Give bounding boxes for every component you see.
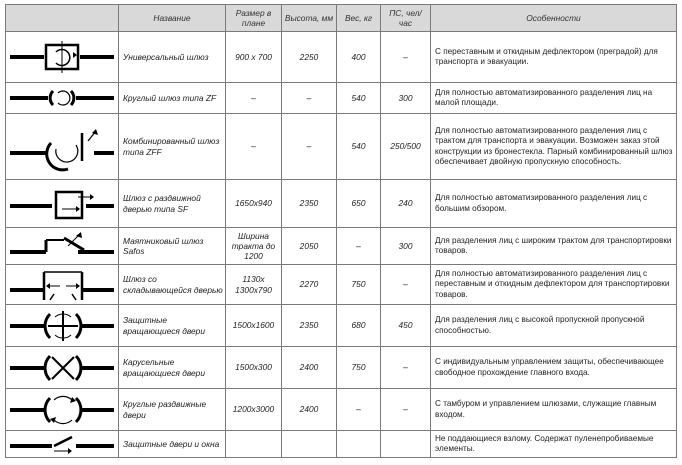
row-weight [337,431,381,458]
row-throughput: – [381,347,431,389]
row-size: 900 х 700 [226,32,282,83]
combined-lock-icon [6,115,119,179]
round-sliding-door-icon [6,390,119,430]
protective-door-window-icon [6,431,119,457]
row-name: Круглый шлюз типа ZF [119,83,226,114]
symbol-cell [6,228,119,265]
universal-lock-icon [6,32,119,82]
pendulum-lock-icon [6,228,119,264]
header-symbol [6,5,119,32]
symbol-cell [6,265,119,305]
row-height [282,431,337,458]
table-row [6,347,677,389]
row-throughput: – [381,389,431,431]
row-name: Шлюз с раздвижной дверью типа SF [119,180,226,228]
symbol-cell [6,347,119,389]
row-weight: 750 [337,265,381,305]
row-features: Для полностью автоматизированного разделения лиц с переставным и откидным дефлектором для транспортировки товаров. [431,265,677,305]
symbol-cell [6,114,119,180]
row-throughput: 300 [381,83,431,114]
row-features: Для разделения лиц с высокой пропускной пропускной способностью. [431,305,677,347]
row-throughput: – [381,265,431,305]
row-features: С тамбуром и управлением шлюзами, служащие главным входом. [431,389,677,431]
symbol-cell [6,389,119,431]
row-size: – [226,114,282,180]
row-size: 1500х1600 [226,305,282,347]
product-table-wrapper [5,4,677,458]
folding-door-lock-icon [6,266,119,304]
row-name: Защитные вращающиеся двери [119,305,226,347]
row-size: 1200х3000 [226,389,282,431]
row-height: 2350 [282,180,337,228]
row-features: Для полностью автоматизированного разделения лиц с большим обзором. [431,180,677,228]
row-height: 2400 [282,389,337,431]
row-size [226,431,282,458]
row-weight: 680 [337,305,381,347]
row-name: Комбинированный шлюз типа ZFF [119,114,226,180]
symbol-cell [6,83,119,114]
header-throughput: ПС, чел/час [381,5,431,32]
row-size: 1130х 1300х790 [226,265,282,305]
header-features: Особенности [431,5,677,32]
row-features: С индивидуальным управлением защиты, обеспечивающее свободное прохождение главного входа. [431,347,677,389]
row-height: 2250 [282,32,337,83]
row-height: 2270 [282,265,337,305]
row-weight: 650 [337,180,381,228]
table-row [6,305,677,347]
header-row [6,5,677,32]
row-name: Карусельные вращающиеся двери [119,347,226,389]
row-weight: – [337,228,381,265]
row-height: 2350 [282,305,337,347]
row-throughput: 240 [381,180,431,228]
row-size: 1650х940 [226,180,282,228]
row-name: Шлюз со складывающейся дверью [119,265,226,305]
sliding-door-lock-icon [6,181,119,227]
row-name: Маятниковый шлюз Safos [119,228,226,265]
symbol-cell [6,180,119,228]
row-name: Универсальный шлюз [119,32,226,83]
table-row [6,32,677,83]
row-features: Для полностью автоматизированного разделения лиц на малой площади. [431,83,677,114]
header-weight: Вес, кг [337,5,381,32]
table-row [6,228,677,265]
row-weight: 400 [337,32,381,83]
row-height: 2050 [282,228,337,265]
row-name: Круглые раздвижные двери [119,389,226,431]
symbol-cell [6,32,119,83]
row-weight: 540 [337,83,381,114]
table-row [6,180,677,228]
round-lock-icon [6,83,119,113]
carousel-door-icon [6,348,119,388]
row-weight: 750 [337,347,381,389]
row-size: 1500х300 [226,347,282,389]
revolving-door-icon [6,306,119,346]
row-name: Защитные двери и окна [119,431,226,458]
symbol-cell [6,305,119,347]
table-row [6,431,677,458]
row-throughput: – [381,32,431,83]
row-weight: 540 [337,114,381,180]
table-row [6,265,677,305]
row-height: 2400 [282,347,337,389]
header-size: Размер в плане [226,5,282,32]
header-name: Название [119,5,226,32]
row-size: Ширина тракта до 1200 [226,228,282,265]
row-size: – [226,83,282,114]
symbol-cell [6,431,119,458]
row-height: – [282,114,337,180]
table-row [6,114,677,180]
header-height: Высота, мм [282,5,337,32]
table-row [6,389,677,431]
row-weight: – [337,389,381,431]
row-features: Для разделения лиц с широким трактом для транспортировки товаров. [431,228,677,265]
row-throughput: 450 [381,305,431,347]
row-throughput [381,431,431,458]
row-features: С переставным и откидным дефлектором (преградой) для транспорта и эвакуации. [431,32,677,83]
row-features: Для полностью автоматизированного разделения лиц с трактом для транспорта и эвакуации. Возможен заказ этой конструкции из бронестекла. Парный комбинированный шлюз обеспечивает двойную пропускную способность. [431,114,677,180]
security-locks-table [5,4,677,458]
row-throughput: 300 [381,228,431,265]
row-height: – [282,83,337,114]
row-features: Не поддающиеся взлому. Содержат пуленепробиваемые элементы. [431,431,677,458]
table-row [6,83,677,114]
row-throughput: 250/500 [381,114,431,180]
